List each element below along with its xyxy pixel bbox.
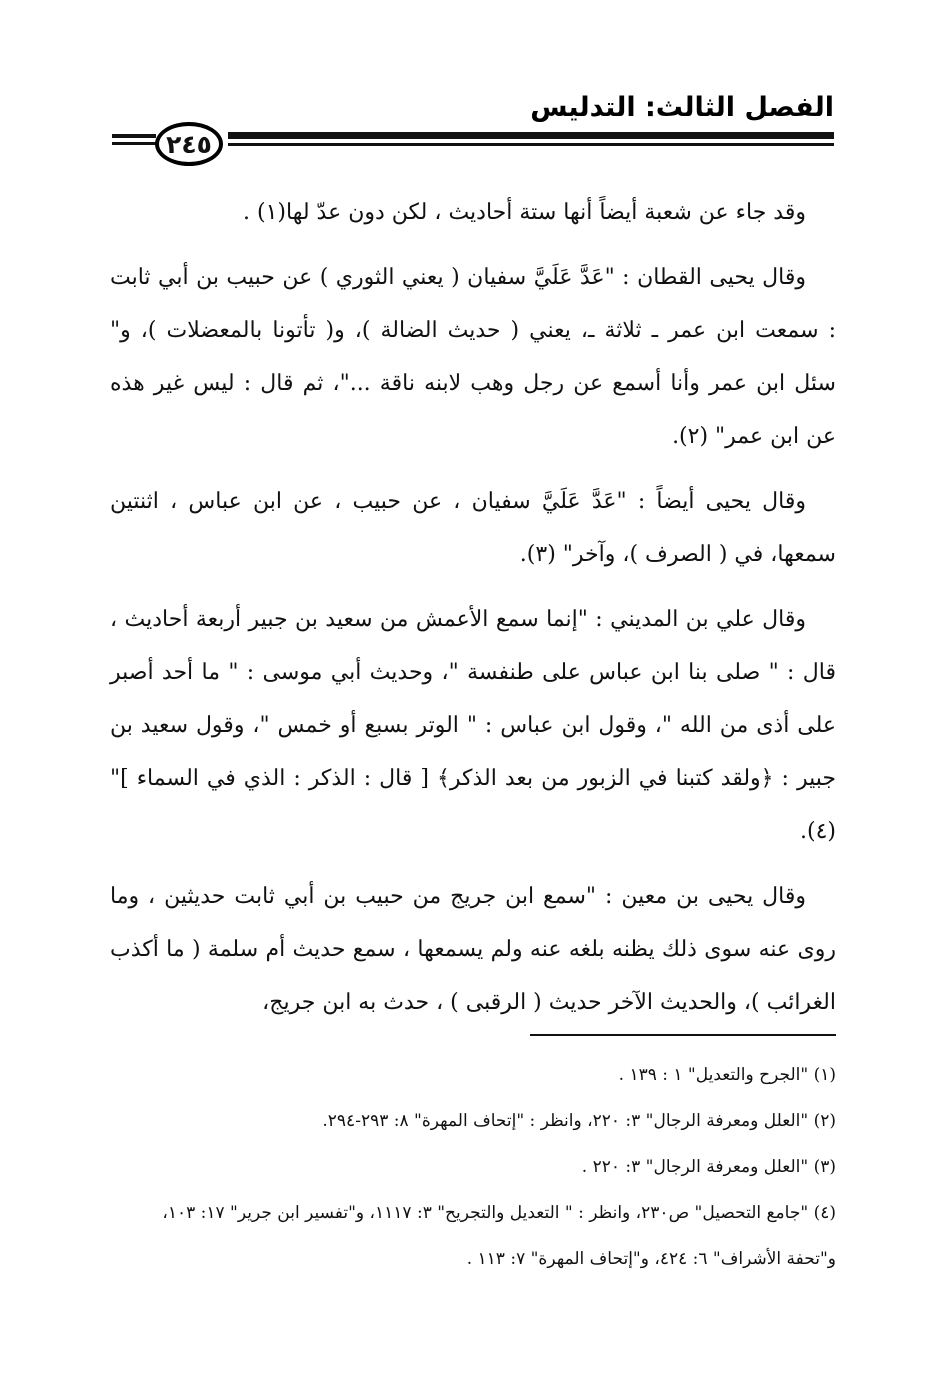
- footnotes: [110, 1052, 836, 1282]
- header-rule-left-thin: [112, 142, 156, 145]
- header-rule: [228, 132, 834, 139]
- footnote: (٤) "جامع التحصيل" ص٢٣٠، وانظر : " التعديل والتجريح" ٣: ١١١٧، و"تفسير ابن جرير" ١٧: ١٠٣، و"تحفة الأشراف" ٦: ٤٢٤، و"إتحاف المهرة" ٧: ١١٣ .: [162, 1203, 836, 1269]
- footnote-separator: [530, 1034, 836, 1036]
- footnote: (٣) "العلل ومعرفة الرجال" ٣: ٢٢٠ .: [581, 1157, 836, 1177]
- page-number: ٢٤٥: [155, 122, 223, 166]
- paragraph: وقال يحيى القطان : "عَدَّ عَلَيَّ سفيان ( يعني الثوري ) عن حبيب بن أبي ثابت : سمعت ابن عمر ـ ثلاثة ـ، يعني ( حديث الضالة )، و( تأتونا بالمعضلات )، و" سئل ابن عمر وأنا أسمع عن رجل وهب لابنه ناقة ..."، ثم قال : ليس غير هذه عن ابن عمر" (٢).: [110, 265, 836, 449]
- footnote: (١) "الجرح والتعديل" ١ : ١٣٩ .: [618, 1065, 836, 1085]
- main-text: [110, 186, 836, 1041]
- chapter-title: الفصل الثالث: التدليس: [530, 92, 834, 123]
- paragraph: وقال علي بن المديني : "إنما سمع الأعمش من سعيد بن جبير أربعة أحاديث ، قال : " صلى بنا ابن عباس على طنفسة "، وحديث أبي موسى : " ما أحد أصبر على أذى من الله "، وقول ابن عباس : " الوتر بسبع أو خمس "، وقول سعيد بن جبير : ﴿ولقد كتبنا في الزبور من بعد الذكر﴾ [ قال : الذكر : الذي في السماء ]" (٤).: [110, 607, 837, 844]
- paragraph: وقد جاء عن شعبة أيضاً أنها ستة أحاديث ، لكن دون عدّ لها(١) .: [243, 200, 806, 225]
- header-rule-left: [112, 134, 156, 138]
- header-rule-thin: [228, 143, 834, 146]
- paragraph: وقال يحيى أيضاً : "عَدَّ عَلَيَّ سفيان ، عن حبيب ، عن ابن عباس ، اثنتين سمعها، في ( الصرف )، وآخر" (٣).: [110, 489, 836, 567]
- footnote: (٢) "العلل ومعرفة الرجال" ٣: ٢٢٠، وانظر : "إتحاف المهرة" ٨: ٢٩٣-٢٩٤.: [322, 1111, 836, 1131]
- paragraph: وقال يحيى بن معين : "سمع ابن جريج من حبيب بن أبي ثابت حديثين ، وما روى عنه سوى ذلك يظنه بلغه عنه ولم يسمعها ، سمع حديث أم سلمة ( ما أكذب الغرائب )، والحديث الآخر حديث ( الرقبى ) ، حدث به ابن جريج،: [110, 884, 836, 1015]
